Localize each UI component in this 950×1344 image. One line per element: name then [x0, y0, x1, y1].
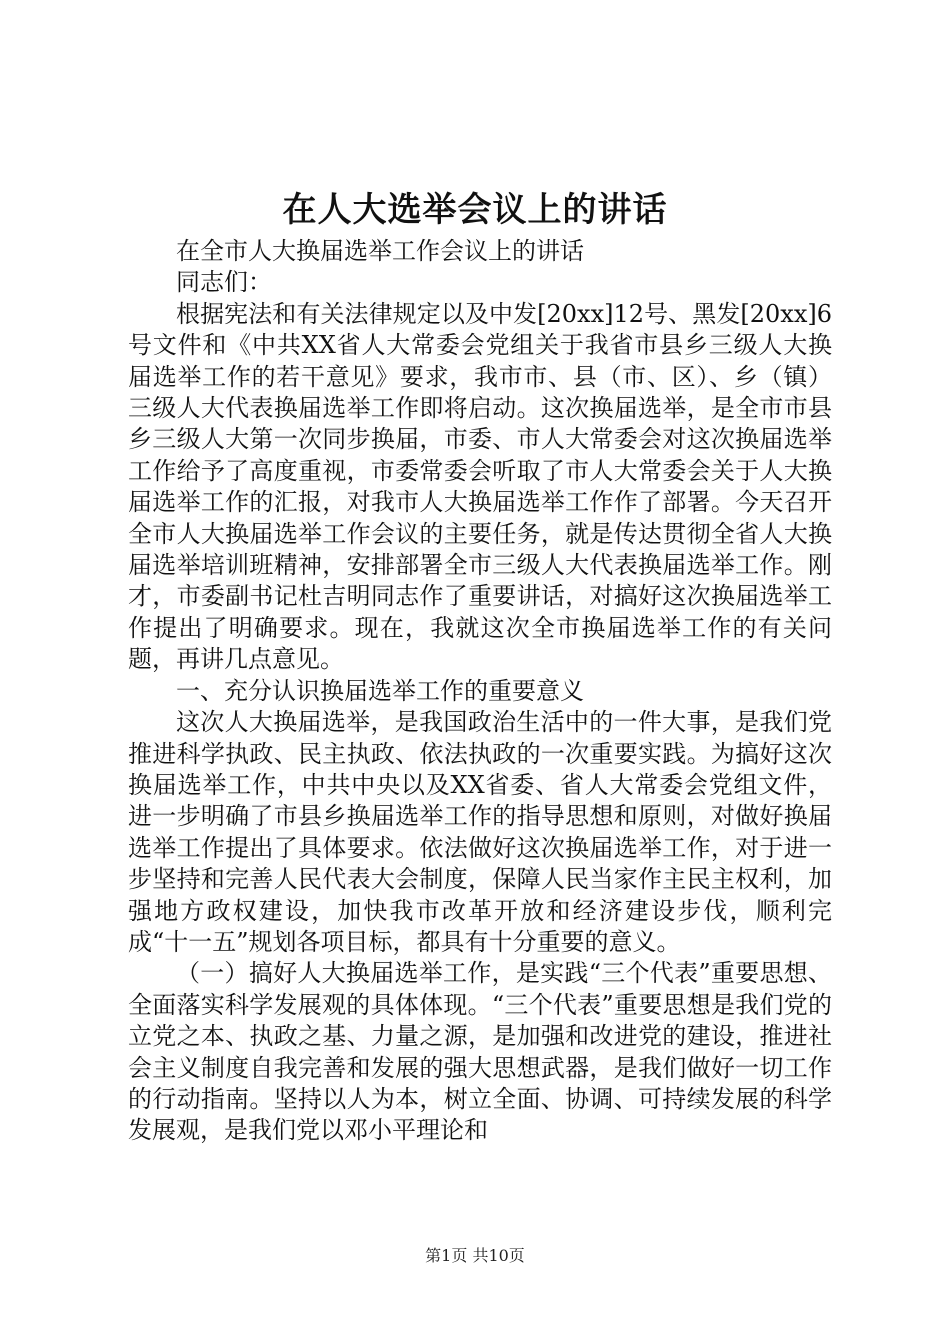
- section-heading-1: 一、充分认识换届选举工作的重要意义: [176, 676, 584, 705]
- paragraph-subsection-1: （一）搞好人大换届选举工作，是实践“三个代表”重要思想、全面落实科学发展观的具体体现。“三个代表”重要思想是我们党的立党之本、执政之基、力量之源，是加强和改进党的建设，推进社会主义制度自我完善和发展的强大思想武器，是我们做好一切工作的行动指南。坚持以人为本，树立全面、协调、可持续发展的科学发展观，是我们党以邓小平理论和: [128, 959, 832, 1145]
- paragraph-significance: 这次人大换届选举，是我国政治生活中的一件大事，是我们党推进科学执政、民主执政、依法执政的一次重要实践。为搞好这次换届选举工作，中共中央以及XX省委、省人大常委会党组文件，进一步明确了市县乡换届选举工作的指导思想和原则，对做好换届选举工作提出了具体要求。依法做好这次换届选举工作，对于进一步坚持和完善人民代表大会制度，保障人民当家作主民主权利，加强地方政权建设，加快我市改革开放和经济建设步伐，顺利完成“十一五”规划各项目标，都具有十分重要的意义。: [128, 708, 832, 956]
- page-footer: 第1页 共10页: [425, 1246, 525, 1265]
- document-body: [128, 236, 832, 1147]
- paragraph-salutation: 同志们：: [176, 268, 272, 297]
- paragraph-speech-heading: 在全市人大换届选举工作会议上的讲话: [176, 237, 584, 265]
- document-title: 在人大选举会议上的讲话: [282, 190, 668, 230]
- paragraph-introduction: 根据宪法和有关法律规定以及中发[20xx]12号、黑发[20xx]6号文件和《中共XX省人大常委会党组关于我省市县乡三级人大换届选举工作的若干意见》要求，我市市、县（市、区）、乡（镇）三级人大代表换届选举工作即将启动。这次换届选举，是全市市县乡三级人大第一次同步换届，市委、市人大常委会对这次换届选举工作给予了高度重视，市委常委会听取了市人大常委会关于人大换届选举工作的汇报，对我市人大换届选举工作作了部署。今天召开全市人大换届选举工作会议的主要任务，就是传达贯彻全省人大换届选举培训班精神，安排部署全市三级人大代表换届选举工作。刚才，市委副书记杜吉明同志作了重要讲话，对搞好这次换届选举工作提出了明确要求。现在，我就这次全市换届选举工作的有关问题，再讲几点意见。: [128, 299, 832, 674]
